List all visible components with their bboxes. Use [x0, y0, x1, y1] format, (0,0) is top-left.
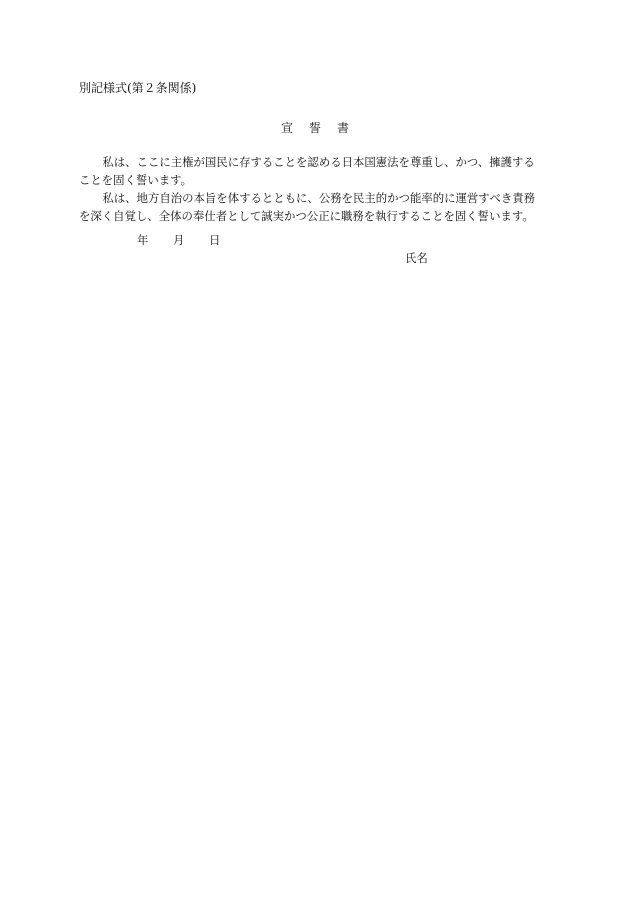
oath-body [79, 153, 551, 225]
title-char-1: 宣 [280, 121, 293, 135]
oath-paragraph-2-line-2: を深く自覚し、全体の奉仕者として誠実かつ公正に職務を執行することを固く誓います。 [79, 209, 534, 223]
signature-name-label: 氏名 [405, 251, 428, 265]
oath-paragraph-1-line-1: 私は、ここに主権が国民に存することを認める日本国憲法を尊重し、かつ、擁護する [102, 155, 535, 169]
form-label: 別記様式(第２条関係) [79, 81, 197, 95]
date-line [137, 232, 220, 248]
date-day-label: 日 [209, 233, 221, 247]
date-month-label: 月 [173, 233, 185, 247]
title-char-2: 誓 [308, 121, 321, 135]
title-char-3: 書 [337, 121, 350, 135]
oath-paragraph-2-line-1: 私は、地方自治の本旨を体するとともに、公務を民主的かつ能率的に運営すべき責務 [102, 191, 536, 205]
date-year-label: 年 [137, 233, 149, 247]
document-title [0, 120, 630, 136]
oath-paragraph-1-line-2: ことを固く誓います。 [79, 173, 192, 187]
